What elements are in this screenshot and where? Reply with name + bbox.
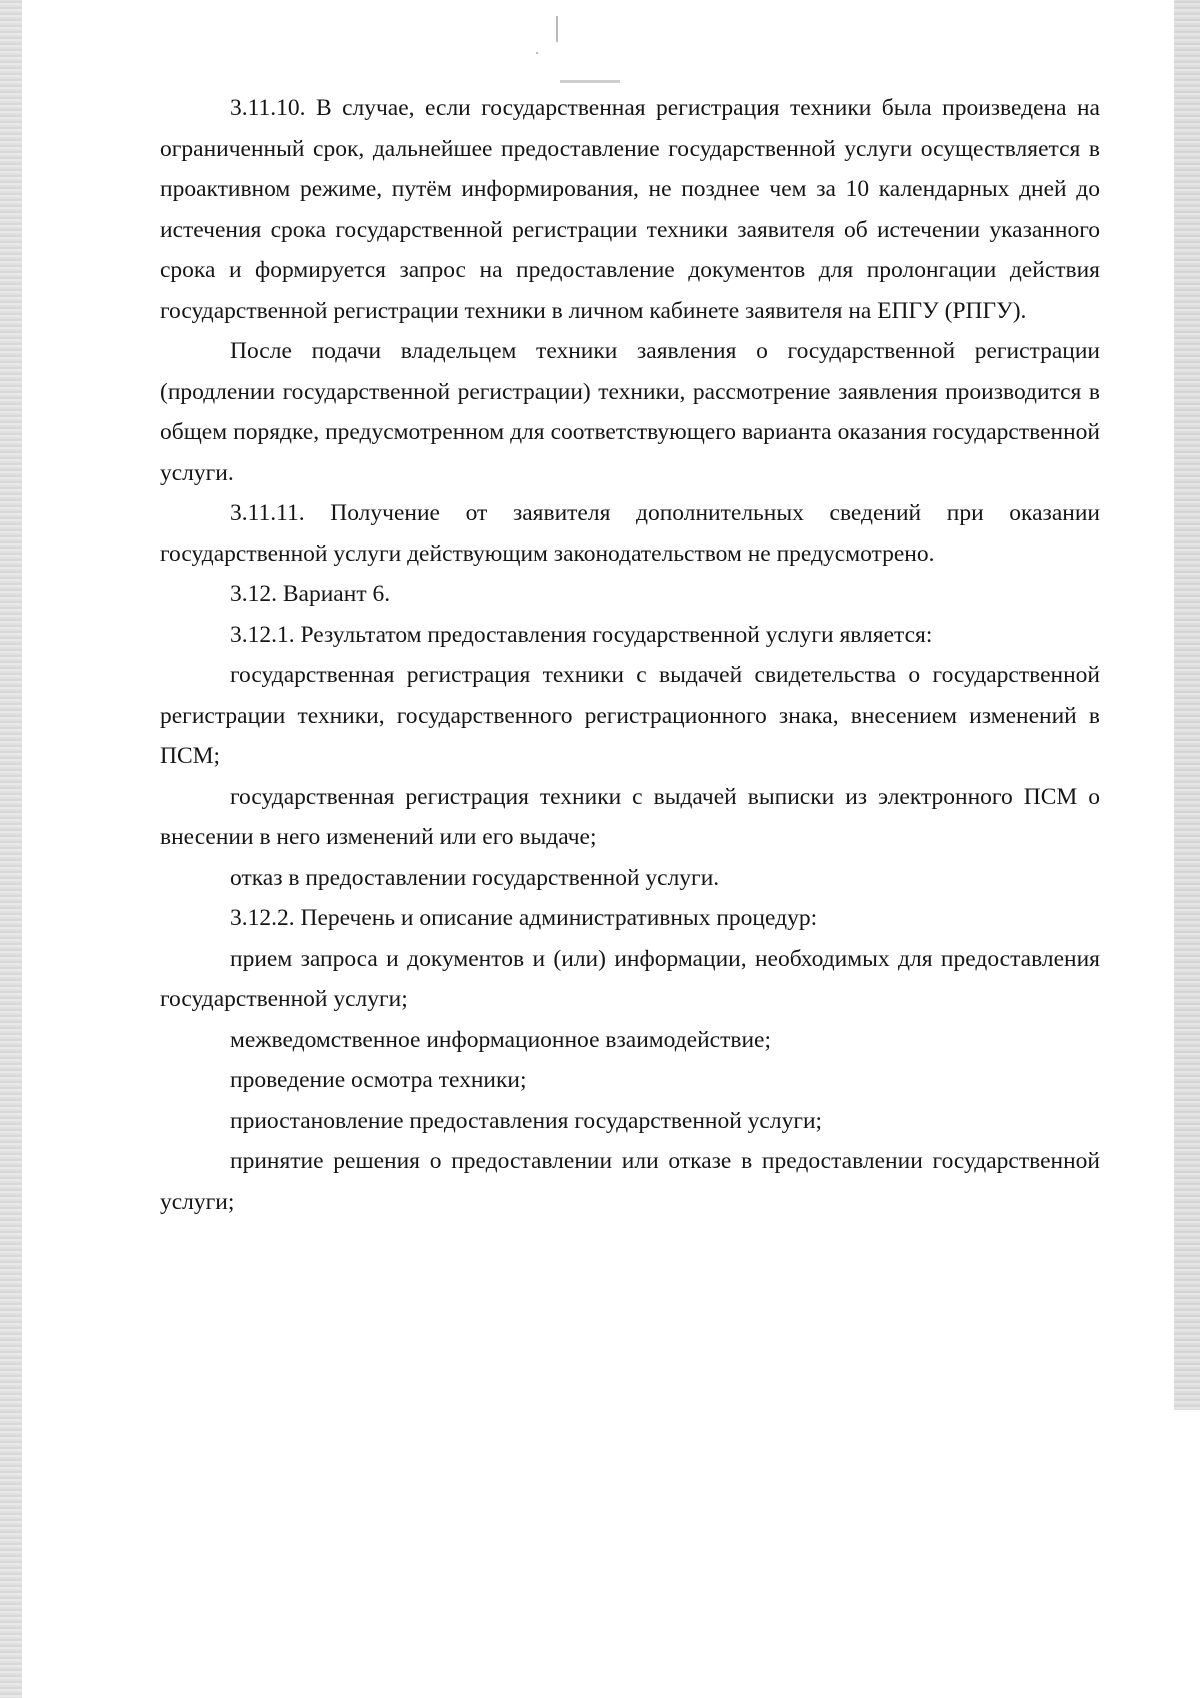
scan-edge-left	[0, 0, 22, 1698]
document-body	[160, 88, 1100, 1222]
paragraph-3-12-heading: 3.12. Вариант 6.	[230, 581, 391, 607]
scan-speck	[536, 52, 538, 54]
paragraph-3-12-2: 3.12.2. Перечень и описание административных процедур:	[230, 905, 818, 931]
list-item-result-3: отказ в предоставлении государственной услуги.	[230, 864, 720, 891]
scan-speck	[560, 80, 620, 83]
list-item-procedure-1: прием запроса и документов и (или) информации, необходимых для предоставления государственной услуги;	[160, 945, 1100, 1012]
scan-speck	[556, 16, 558, 42]
list-item-result-2: государственная регистрация техники с выдачей выписки из электронного ПСМ о внесении в него изменений или его выдаче;	[160, 783, 1100, 850]
list-item-procedure-4: приостановление предоставления государственной услуги;	[230, 1107, 823, 1134]
list-item-procedure-3: проведение осмотра техники;	[230, 1067, 527, 1093]
paragraph-3-11-11: 3.11.11. Получение от заявителя дополнительных сведений при оказании государственной услуги действующим законодательством не предусмотрено.	[160, 500, 1100, 567]
paragraph-3-12-1: 3.12.1. Результатом предоставления государственной услуги является:	[230, 621, 933, 648]
list-item-procedure-5: принятие решения о предоставлении или отказе в предоставлении государственной услуги;	[160, 1148, 1100, 1215]
paragraph-after-submission: После подачи владельцем техники заявления о государственной регистрации (продлении государственной регистрации) техники, рассмотрение заявления производится в общем порядке, предусмотренном для соответствующего варианта оказания государственной услуги.	[160, 338, 1100, 486]
scan-edge-right	[1174, 0, 1200, 1410]
paragraph-3-11-10: 3.11.10. В случае, если государственная регистрация техники была произведена на ограниченный срок, дальнейшее предоставление государственной услуги осуществляется в проактивном режиме, путём информирования, не позднее чем за 10 календарных дней до истечения срока государственной регистрации техники заявителя об истечении указанного срока и формируется запрос на предоставление документов для пролонгации действия государственной регистрации техники в личном кабинете заявителя на ЕПГУ (РПГУ).	[160, 95, 1100, 324]
list-item-procedure-2: межведомственное информационное взаимодействие;	[230, 1026, 772, 1053]
list-item-result-1: государственная регистрация техники с выдачей свидетельства о государственной регистрации техники, государственного регистрационного знака, внесением изменений в ПСМ;	[160, 662, 1100, 769]
